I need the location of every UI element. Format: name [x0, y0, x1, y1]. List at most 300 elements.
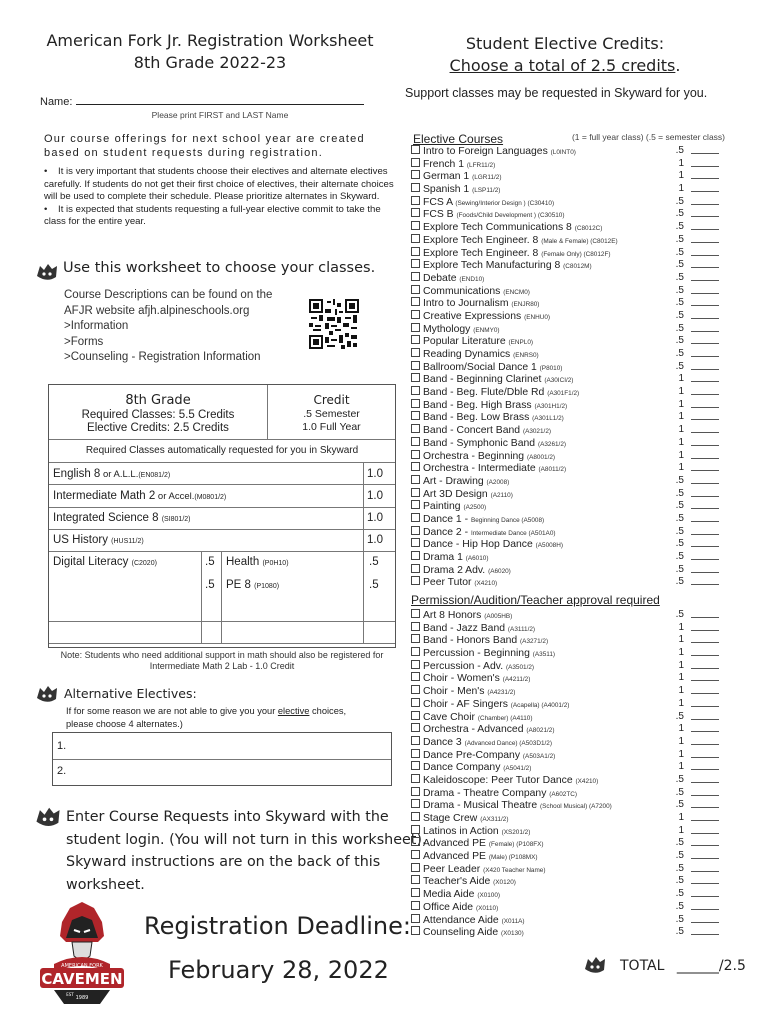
- course-code: Beginning Dance (A5008): [470, 516, 545, 524]
- course-row[interactable]: [411, 234, 731, 247]
- course-name: Painting: [423, 501, 461, 513]
- course-row[interactable]: [411, 761, 731, 774]
- course-row[interactable]: [411, 660, 731, 673]
- priority-blank[interactable]: [691, 559, 719, 560]
- course-row[interactable]: [411, 221, 731, 234]
- priority-blank[interactable]: [691, 432, 719, 433]
- course-row[interactable]: [411, 437, 731, 450]
- course-code: (X0120): [493, 879, 516, 887]
- checkbox[interactable]: [411, 837, 420, 846]
- course-name: Dance - Hip Hop Dance: [423, 539, 533, 551]
- course-code: (X0110): [475, 904, 499, 912]
- course-row[interactable]: [411, 411, 731, 424]
- right-subtitle: Choose a total of 2.5 credits: [449, 56, 676, 75]
- checkbox[interactable]: [411, 723, 420, 732]
- course-row[interactable]: [411, 513, 731, 526]
- priority-blank[interactable]: [691, 883, 719, 884]
- checkbox[interactable]: [411, 698, 420, 707]
- checkbox[interactable]: [411, 208, 420, 217]
- cavemen-logo: [36, 898, 128, 1008]
- credit-value: .5: [205, 579, 215, 591]
- right-subtitle-period: .: [675, 56, 681, 75]
- course-name: Drama - Musical Theatre: [423, 800, 538, 812]
- course-row[interactable]: [411, 297, 731, 310]
- credit-value: .5: [369, 556, 379, 568]
- course-name: Debate: [423, 272, 457, 284]
- checkbox[interactable]: [411, 475, 420, 484]
- credit-semester: .5 Semester: [303, 408, 360, 420]
- priority-blank[interactable]: [691, 445, 719, 446]
- name-line[interactable]: [76, 96, 364, 105]
- course-row[interactable]: [411, 424, 731, 437]
- bullet-2-text: It is expected that students requesting a full-year elective commit to take the class for the entire year.: [44, 203, 381, 227]
- priority-blank[interactable]: [691, 521, 719, 522]
- priority-blank[interactable]: [691, 680, 719, 681]
- course-row[interactable]: [411, 247, 731, 260]
- course-row[interactable]: [411, 399, 731, 412]
- priority-blank[interactable]: [691, 242, 719, 243]
- priority-blank[interactable]: [691, 216, 719, 217]
- course-code: (A005HB): [484, 613, 513, 620]
- checkbox[interactable]: [411, 812, 420, 821]
- course-row[interactable]: [411, 500, 731, 513]
- priority-blank[interactable]: [691, 166, 719, 167]
- priority-blank[interactable]: [691, 318, 719, 319]
- course-row[interactable]: [411, 538, 731, 551]
- course-name: Advanced PE: [423, 851, 486, 863]
- course-credit: 1: [678, 647, 684, 659]
- course-row[interactable]: [411, 647, 731, 660]
- class-alt: or Accel.: [155, 491, 195, 502]
- priority-blank[interactable]: [691, 267, 719, 268]
- course-row[interactable]: [411, 323, 731, 336]
- priority-blank[interactable]: [691, 909, 719, 910]
- course-credit: .5: [675, 512, 684, 524]
- course-row[interactable]: [411, 564, 731, 577]
- priority-blank[interactable]: [691, 331, 719, 332]
- course-name: Communications: [423, 285, 501, 297]
- intro-text: Our course offerings for next school year are created based on student requests during registration.: [44, 133, 365, 159]
- qr-code-icon: [309, 298, 359, 350]
- class-name: Digital Literacy: [53, 556, 129, 568]
- checkbox[interactable]: [411, 259, 420, 268]
- checkbox[interactable]: [411, 247, 420, 256]
- right-title: Student Elective Credits:: [465, 34, 665, 53]
- priority-blank[interactable]: [691, 280, 719, 281]
- course-row[interactable]: [411, 170, 731, 183]
- class-name: US History: [53, 534, 108, 546]
- course-code: (END10): [459, 275, 485, 283]
- course-code: (X4210): [474, 580, 498, 588]
- alternatives-heading: Alternative Electives:: [64, 686, 197, 701]
- course-code: (A3261/2): [537, 440, 567, 448]
- priority-blank[interactable]: [691, 229, 719, 230]
- checkbox[interactable]: [411, 335, 420, 344]
- course-row[interactable]: [411, 850, 731, 863]
- priority-blank[interactable]: [691, 630, 719, 631]
- course-credit: .5: [675, 145, 684, 156]
- priority-blank[interactable]: [691, 795, 719, 796]
- checkbox[interactable]: [411, 424, 420, 433]
- checkbox[interactable]: [411, 158, 420, 167]
- course-code: (LFR11/2): [466, 161, 496, 169]
- course-name: Cave Choir: [423, 711, 475, 723]
- checkbox[interactable]: [411, 437, 420, 446]
- checkbox[interactable]: [411, 825, 420, 834]
- course-name: Explore Tech Engineer. 8: [423, 247, 539, 259]
- course-row[interactable]: [411, 711, 731, 724]
- checkbox[interactable]: [411, 875, 420, 884]
- checkbox[interactable]: [411, 361, 420, 370]
- course-code: (Male & Female) (C8012E): [541, 237, 618, 245]
- required-classes-credits: Required Classes: 5.5 Credits: [81, 409, 235, 421]
- course-code: (Foods/Child Development ) (C30510): [456, 212, 565, 220]
- course-row[interactable]: [411, 576, 731, 589]
- caveman-mascot-icon: [33, 805, 63, 829]
- course-credit: .5: [675, 786, 684, 798]
- priority-blank[interactable]: [691, 483, 719, 484]
- course-row[interactable]: [411, 526, 731, 539]
- skyward-line: Skyward instructions are on the back of this: [66, 854, 381, 870]
- checkbox[interactable]: [411, 145, 420, 154]
- checkbox[interactable]: [411, 799, 420, 808]
- course-credit: .5: [675, 576, 684, 588]
- checkbox[interactable]: [411, 196, 420, 205]
- course-credit: .5: [675, 875, 684, 887]
- priority-blank[interactable]: [691, 833, 719, 834]
- class-name: Health: [226, 556, 260, 568]
- course-row[interactable]: [411, 551, 731, 564]
- course-name: Popular Literature: [423, 336, 506, 348]
- priority-blank[interactable]: [691, 546, 719, 547]
- course-row[interactable]: [411, 348, 731, 361]
- priority-blank[interactable]: [691, 458, 719, 459]
- priority-blank[interactable]: [691, 572, 719, 573]
- alternate-2-field[interactable]: 2.: [57, 765, 67, 777]
- priority-blank[interactable]: [691, 305, 719, 306]
- course-name: Dance Pre-Company: [423, 749, 521, 761]
- course-row[interactable]: [411, 926, 731, 939]
- course-row[interactable]: [411, 672, 731, 685]
- course-credit: .5: [675, 850, 684, 862]
- credit-key: (1 = full year class) (.5 = semester class): [571, 132, 725, 142]
- checkbox[interactable]: [411, 564, 420, 573]
- course-name: Choir - Men's: [423, 686, 485, 698]
- course-credit: .5: [675, 259, 684, 271]
- checkbox[interactable]: [411, 774, 420, 783]
- elective-credits: Elective Credits: 2.5 Credits: [87, 422, 229, 434]
- course-row[interactable]: [411, 914, 731, 927]
- credit-heading: Credit: [313, 393, 350, 407]
- course-code: (Female) (P108FX): [488, 841, 544, 849]
- course-row[interactable]: [411, 386, 731, 399]
- priority-blank[interactable]: [691, 706, 719, 707]
- priority-blank[interactable]: [691, 419, 719, 420]
- priority-blank[interactable]: [691, 934, 719, 935]
- priority-blank[interactable]: [691, 896, 719, 897]
- course-row[interactable]: [411, 462, 731, 475]
- course-name: Mythology: [423, 323, 471, 335]
- priority-blank[interactable]: [691, 668, 719, 669]
- course-row[interactable]: [411, 609, 731, 622]
- checkbox[interactable]: [411, 926, 420, 935]
- course-credit: 1: [678, 424, 684, 436]
- checkbox[interactable]: [411, 221, 420, 230]
- course-row[interactable]: [411, 373, 731, 386]
- course-row[interactable]: [411, 787, 731, 800]
- priority-blank[interactable]: [691, 178, 719, 179]
- priority-blank[interactable]: [691, 871, 719, 872]
- course-credit: 1: [678, 672, 684, 684]
- course-name: Peer Tutor: [423, 577, 472, 589]
- course-credit: .5: [675, 837, 684, 849]
- priority-blank[interactable]: [691, 191, 719, 192]
- priority-blank[interactable]: [691, 820, 719, 821]
- course-name: Art 8 Honors: [423, 610, 482, 621]
- checkbox[interactable]: [411, 488, 420, 497]
- course-code: (A5008H): [535, 542, 563, 550]
- course-name: Peer Leader: [423, 863, 481, 875]
- course-row[interactable]: [411, 825, 731, 838]
- course-code: (School Musical) (A7200): [540, 803, 612, 811]
- skyward-line: worksheet.: [66, 876, 145, 893]
- checkbox[interactable]: [411, 526, 420, 535]
- course-credit: .5: [675, 563, 684, 575]
- checkbox[interactable]: [411, 450, 420, 459]
- course-code: (ENJR80): [511, 301, 540, 309]
- course-row[interactable]: [411, 196, 731, 209]
- priority-blank[interactable]: [691, 782, 719, 783]
- course-code: (C8012C): [574, 225, 603, 233]
- priority-blank[interactable]: [691, 356, 719, 357]
- priority-blank[interactable]: [691, 719, 719, 720]
- course-row[interactable]: [411, 488, 731, 501]
- checkbox[interactable]: [411, 297, 420, 306]
- credit-value: 1.0: [367, 512, 383, 524]
- alternate-1-field[interactable]: 1.: [57, 740, 67, 752]
- checkbox[interactable]: [411, 787, 420, 796]
- course-credit: 1: [678, 373, 684, 385]
- course-row[interactable]: [411, 335, 731, 348]
- course-code: (A2008): [486, 478, 510, 486]
- course-credit: .5: [675, 538, 684, 550]
- priority-blank[interactable]: [691, 845, 719, 846]
- course-code: (ENCM0): [503, 288, 530, 296]
- course-row[interactable]: [411, 259, 731, 272]
- course-credit: 1: [678, 462, 684, 474]
- course-credit: .5: [675, 487, 684, 499]
- course-code: (X420 Teacher Name): [483, 866, 546, 874]
- checkbox[interactable]: [411, 272, 420, 281]
- course-credit: .5: [675, 309, 684, 321]
- priority-blank[interactable]: [691, 343, 719, 344]
- alternatives-box: [52, 732, 392, 786]
- checkbox[interactable]: [411, 914, 420, 923]
- course-row[interactable]: [411, 774, 731, 787]
- course-row[interactable]: [411, 901, 731, 914]
- course-row[interactable]: [411, 361, 731, 374]
- checkbox[interactable]: [411, 850, 420, 859]
- course-credit: .5: [675, 525, 684, 537]
- priority-blank[interactable]: [691, 807, 719, 808]
- total-credits[interactable]: [620, 958, 746, 974]
- course-row[interactable]: [411, 812, 731, 825]
- course-row[interactable]: [411, 685, 731, 698]
- course-code: (A4211/2): [502, 676, 531, 684]
- course-row[interactable]: [411, 285, 731, 298]
- course-row[interactable]: [411, 863, 731, 876]
- checkbox[interactable]: [411, 538, 420, 547]
- checkbox[interactable]: [411, 622, 420, 631]
- course-code: (LGR11/2): [472, 174, 502, 182]
- course-code: (X0100): [477, 892, 501, 900]
- course-row[interactable]: [411, 875, 731, 888]
- priority-blank[interactable]: [691, 642, 719, 643]
- checkbox[interactable]: [411, 901, 420, 910]
- priority-blank[interactable]: [691, 617, 719, 618]
- priority-blank[interactable]: [691, 153, 719, 154]
- priority-blank[interactable]: [691, 496, 719, 497]
- checkbox[interactable]: [411, 183, 420, 192]
- priority-blank[interactable]: [691, 769, 719, 770]
- checkbox[interactable]: [411, 399, 420, 408]
- course-row[interactable]: [411, 749, 731, 762]
- course-code: (ENMY0): [473, 326, 500, 334]
- checkbox[interactable]: [411, 462, 420, 471]
- total-blank[interactable]: ______: [676, 958, 719, 974]
- priority-blank[interactable]: [691, 407, 719, 408]
- checkbox[interactable]: [411, 411, 420, 420]
- checkbox[interactable]: [411, 609, 420, 618]
- course-name: Band - Beginning Clarinet: [423, 374, 542, 386]
- priority-blank[interactable]: [691, 369, 719, 370]
- course-code: (A5041/2): [503, 765, 532, 773]
- course-row[interactable]: [411, 698, 731, 711]
- course-credit: .5: [675, 773, 684, 785]
- course-name: Explore Tech Communications 8: [423, 222, 572, 234]
- course-row[interactable]: [411, 310, 731, 323]
- checkbox[interactable]: [411, 170, 420, 179]
- priority-blank[interactable]: [691, 757, 719, 758]
- course-row[interactable]: [411, 736, 731, 749]
- checkbox[interactable]: [411, 576, 420, 585]
- priority-blank[interactable]: [691, 293, 719, 294]
- checkbox[interactable]: [411, 711, 420, 720]
- bullet-symbol: •: [44, 203, 48, 215]
- course-credit: 1: [678, 812, 684, 823]
- checkbox[interactable]: [411, 234, 420, 243]
- course-code: Intermediate Dance (A501A0): [470, 529, 556, 537]
- course-row[interactable]: [411, 208, 731, 221]
- name-field[interactable]: [40, 96, 364, 108]
- course-name: Creative Expressions: [423, 310, 522, 322]
- checkbox[interactable]: [411, 634, 420, 643]
- priority-blank[interactable]: [691, 693, 719, 694]
- course-credit: .5: [675, 500, 684, 512]
- course-code: (A4231/2): [487, 689, 516, 697]
- checkbox[interactable]: [411, 500, 420, 509]
- checkbox[interactable]: [411, 310, 420, 319]
- course-code: (A8011/2): [538, 466, 567, 474]
- priority-blank[interactable]: [691, 381, 719, 382]
- course-row[interactable]: [411, 837, 731, 850]
- course-name: Percussion - Adv.: [423, 660, 504, 672]
- priority-blank[interactable]: [691, 922, 719, 923]
- checkbox[interactable]: [411, 761, 420, 770]
- class-code: (SI801/2): [161, 516, 191, 523]
- course-row[interactable]: [411, 634, 731, 647]
- checkbox[interactable]: [411, 647, 420, 656]
- desc-line[interactable]: AFJR website afjh.alpineschools.org: [64, 304, 250, 317]
- checkbox[interactable]: [411, 888, 420, 897]
- course-credit: .5: [675, 926, 684, 938]
- priority-blank[interactable]: [691, 394, 719, 395]
- course-row[interactable]: [411, 475, 731, 488]
- course-name: Choir - Women's: [423, 673, 500, 685]
- course-row[interactable]: [411, 622, 731, 635]
- checkbox[interactable]: [411, 660, 420, 669]
- logo-est: EST: [66, 992, 74, 997]
- priority-blank[interactable]: [691, 204, 719, 205]
- class-name: PE 8: [226, 579, 251, 591]
- course-credit: .5: [675, 474, 684, 486]
- total-denominator: /2.5: [718, 958, 746, 974]
- course-credit: .5: [675, 271, 684, 283]
- course-credit: .5: [675, 208, 684, 220]
- course-row[interactable]: [411, 723, 731, 736]
- checkbox[interactable]: [411, 749, 420, 758]
- checkbox[interactable]: [411, 323, 420, 332]
- required-classes-table: [48, 384, 396, 648]
- checkbox[interactable]: [411, 348, 420, 357]
- checkbox[interactable]: [411, 736, 420, 745]
- checkbox[interactable]: [411, 386, 420, 395]
- checkbox[interactable]: [411, 685, 420, 694]
- priority-blank[interactable]: [691, 858, 719, 859]
- priority-blank[interactable]: [691, 255, 719, 256]
- course-name: Band - Concert Band: [423, 425, 521, 437]
- checkbox[interactable]: [411, 373, 420, 382]
- course-name: Band - Symphonic Band: [423, 437, 536, 449]
- checkbox[interactable]: [411, 285, 420, 294]
- course-credit: .5: [675, 221, 684, 233]
- credit-value: .5: [205, 556, 215, 568]
- checkbox[interactable]: [411, 551, 420, 560]
- priority-blank[interactable]: [691, 470, 719, 471]
- course-row[interactable]: [411, 799, 731, 812]
- priority-blank[interactable]: [691, 731, 719, 732]
- course-credit: .5: [675, 888, 684, 900]
- course-row[interactable]: [411, 272, 731, 285]
- priority-blank[interactable]: [691, 584, 719, 585]
- class-name: Integrated Science 8: [53, 512, 159, 524]
- course-row[interactable]: [411, 145, 731, 158]
- checkbox[interactable]: [411, 863, 420, 872]
- priority-blank[interactable]: [691, 655, 719, 656]
- priority-blank[interactable]: [691, 744, 719, 745]
- course-row[interactable]: [411, 183, 731, 196]
- checkbox[interactable]: [411, 672, 420, 681]
- course-credit: .5: [675, 799, 684, 811]
- checkbox[interactable]: [411, 513, 420, 522]
- course-row[interactable]: [411, 158, 731, 171]
- credit-full-year: 1.0 Full Year: [302, 421, 361, 433]
- course-row[interactable]: [411, 450, 731, 463]
- course-row[interactable]: [411, 888, 731, 901]
- course-credit: 1: [678, 436, 684, 448]
- priority-blank[interactable]: [691, 534, 719, 535]
- priority-blank[interactable]: [691, 508, 719, 509]
